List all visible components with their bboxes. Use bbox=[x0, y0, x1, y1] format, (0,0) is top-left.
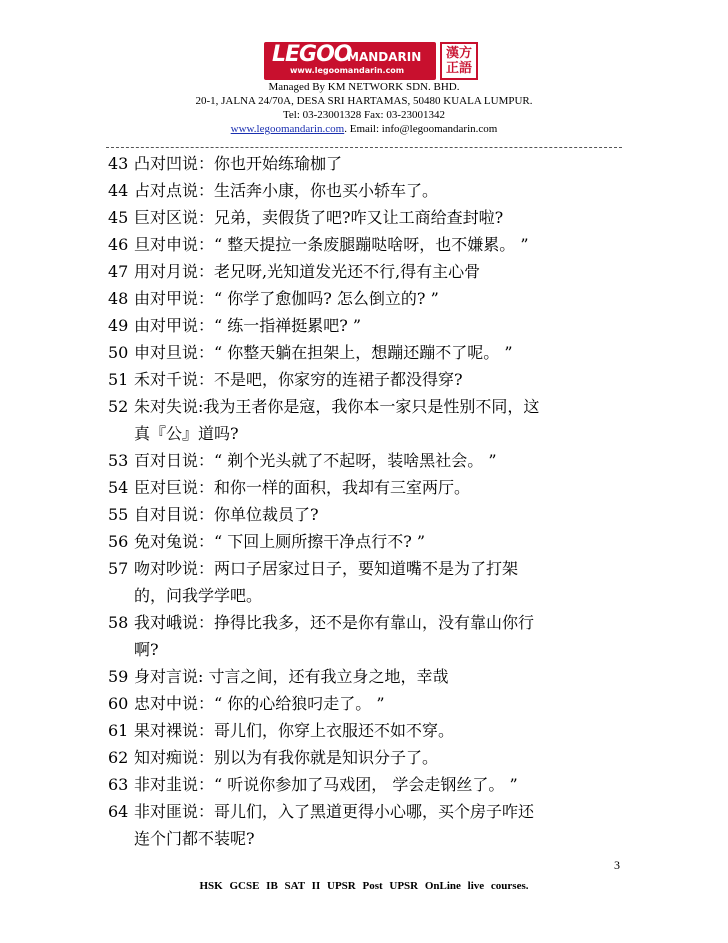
entry-text: 由对甲说：“ 你学了愈伽吗? 怎么倒立的? ” bbox=[134, 289, 439, 308]
entry-number: 45 bbox=[108, 208, 129, 227]
entry-number: 54 bbox=[108, 478, 129, 497]
entry-continuation: 真『公』道吗? bbox=[134, 424, 239, 443]
entry-text: 免对兔说：“ 下回上厕所擦干净点行不? ” bbox=[134, 532, 426, 551]
list-item bbox=[108, 259, 480, 282]
entry-number: 56 bbox=[108, 532, 129, 551]
list-item bbox=[108, 205, 503, 228]
entry-text: 臣对巨说：和你一样的面积，我却有三室两厅。 bbox=[134, 478, 471, 497]
list-item bbox=[108, 610, 534, 633]
entry-number: 58 bbox=[108, 613, 129, 632]
entry-number: 48 bbox=[108, 289, 129, 308]
list-item bbox=[108, 340, 513, 363]
entry-number: 57 bbox=[108, 559, 129, 578]
entry-continuation: 的，问我学学吧。 bbox=[134, 586, 263, 605]
entry-number: 63 bbox=[108, 775, 129, 794]
page-number: 3 bbox=[614, 858, 620, 872]
entry-number: 49 bbox=[108, 316, 129, 335]
entry-number: 59 bbox=[108, 667, 129, 686]
entry-number: 64 bbox=[108, 802, 129, 821]
entry-text: 自对目说：你单位裁员了? bbox=[134, 505, 319, 524]
entry-text: 禾对千说：不是吧，你家穷的连裙子都没得穿? bbox=[134, 370, 463, 389]
entry-text: 巨对区说：兄弟，卖假货了吧?咋又让工商给查封啦? bbox=[134, 208, 504, 227]
entry-number: 44 bbox=[108, 181, 129, 200]
email-text: . Email: info@legoomandarin.com bbox=[344, 123, 498, 135]
managed-by: Managed By KM NETWORK SDN. BHD. bbox=[268, 81, 460, 93]
list-item bbox=[108, 367, 463, 390]
entry-text: 凸对凹说：你也开始练瑜枷了 bbox=[134, 154, 343, 173]
footer-courses: HSK GCSE IB SAT II UPSR Post UPSR OnLine live courses. bbox=[199, 880, 529, 892]
list-item bbox=[108, 475, 470, 498]
company-logo bbox=[264, 42, 480, 80]
list-item bbox=[108, 556, 518, 579]
list-item bbox=[108, 448, 497, 471]
list-item bbox=[108, 178, 438, 201]
entry-text: 身对言说: 寸言之间，还有我立身之地，幸哉 bbox=[134, 667, 449, 686]
entry-number: 51 bbox=[108, 370, 129, 389]
logo-brand: LEGOO bbox=[272, 42, 352, 67]
list-item bbox=[108, 232, 529, 255]
logo-seal bbox=[440, 42, 478, 80]
entry-text: 由对甲说：“ 练一指禅挺累吧? ” bbox=[134, 316, 362, 335]
entry-text: 申对旦说：“ 你整天躺在担架上，想蹦还蹦不了呢。 ” bbox=[134, 343, 513, 362]
entry-number: 43 bbox=[108, 154, 129, 173]
entry-text: 非对韭说：“ 听说你参加了马戏团， 学会走钢丝了。 ” bbox=[134, 775, 518, 794]
logo-brand-sub: MANDARIN bbox=[347, 50, 422, 64]
entry-text: 忠对中说：“ 你的心给狼叼走了。 ” bbox=[134, 694, 385, 713]
entry-continuation: 啊? bbox=[134, 640, 159, 659]
entry-text: 朱对失说:我为王者你是寇，我你本一家只是性别不同，这 bbox=[134, 397, 540, 416]
list-item bbox=[108, 691, 385, 714]
logo-banner bbox=[264, 42, 436, 80]
entry-text: 占对点说：生活奔小康，你也买小轿车了。 bbox=[134, 181, 439, 200]
entry-number: 46 bbox=[108, 235, 129, 254]
entry-text: 吻对吵说：两口子居家过日子，要知道嘴不是为了打架 bbox=[134, 559, 519, 578]
list-item bbox=[108, 799, 534, 822]
entry-text: 非对匪说：哥儿们，入了黑道更得小心哪，买个房子咋还 bbox=[134, 802, 535, 821]
entry-text: 果对裸说：哥儿们，你穿上衣服还不如不穿。 bbox=[134, 721, 455, 740]
website-link[interactable]: www.legoomandarin.com bbox=[230, 123, 345, 135]
list-item bbox=[108, 745, 438, 768]
list-item bbox=[108, 286, 439, 309]
list-item bbox=[108, 394, 539, 417]
list-item bbox=[108, 772, 518, 795]
list-item bbox=[108, 502, 319, 525]
entry-text: 百对日说：“ 剃个光头就了不起呀，装啥黑社会。 ” bbox=[134, 451, 497, 470]
entry-number: 50 bbox=[108, 343, 129, 362]
logo-seal-text: 漢方正語 bbox=[445, 46, 472, 76]
list-item bbox=[108, 664, 448, 687]
list-item bbox=[108, 313, 361, 336]
entry-number: 60 bbox=[108, 694, 129, 713]
entry-text: 旦对申说：“ 整天提拉一条废腿蹦哒啥呀，也不嫌累。 ” bbox=[134, 235, 529, 254]
entry-number: 62 bbox=[108, 748, 129, 767]
entry-continuation: 连个门都不装呢? bbox=[134, 829, 255, 848]
contact-line bbox=[0, 123, 728, 135]
entry-number: 53 bbox=[108, 451, 129, 470]
tel-fax: Tel: 03-23001328 Fax: 03-23001342 bbox=[282, 109, 446, 121]
list-item bbox=[108, 718, 454, 741]
entry-text: 知对痴说：别以为有我你就是知识分子了。 bbox=[134, 748, 439, 767]
entry-number: 52 bbox=[108, 397, 129, 416]
entry-number: 61 bbox=[108, 721, 129, 740]
entry-number: 55 bbox=[108, 505, 129, 524]
list-item bbox=[108, 529, 425, 552]
header-divider bbox=[106, 147, 622, 148]
entry-number: 47 bbox=[108, 262, 129, 281]
address: 20-1, JALNA 24/70A, DESA SRI HARTAMAS, 50480 KUALA LUMPUR. bbox=[195, 95, 533, 107]
entry-text: 用对月说：老兄呀,光知道发光还不行,得有主心骨 bbox=[134, 262, 481, 281]
entry-text: 我对峨说：挣得比我多，还不是你有靠山，没有靠山你行 bbox=[134, 613, 535, 632]
logo-url: www.legoomandarin.com bbox=[290, 66, 405, 75]
list-item bbox=[108, 151, 342, 174]
